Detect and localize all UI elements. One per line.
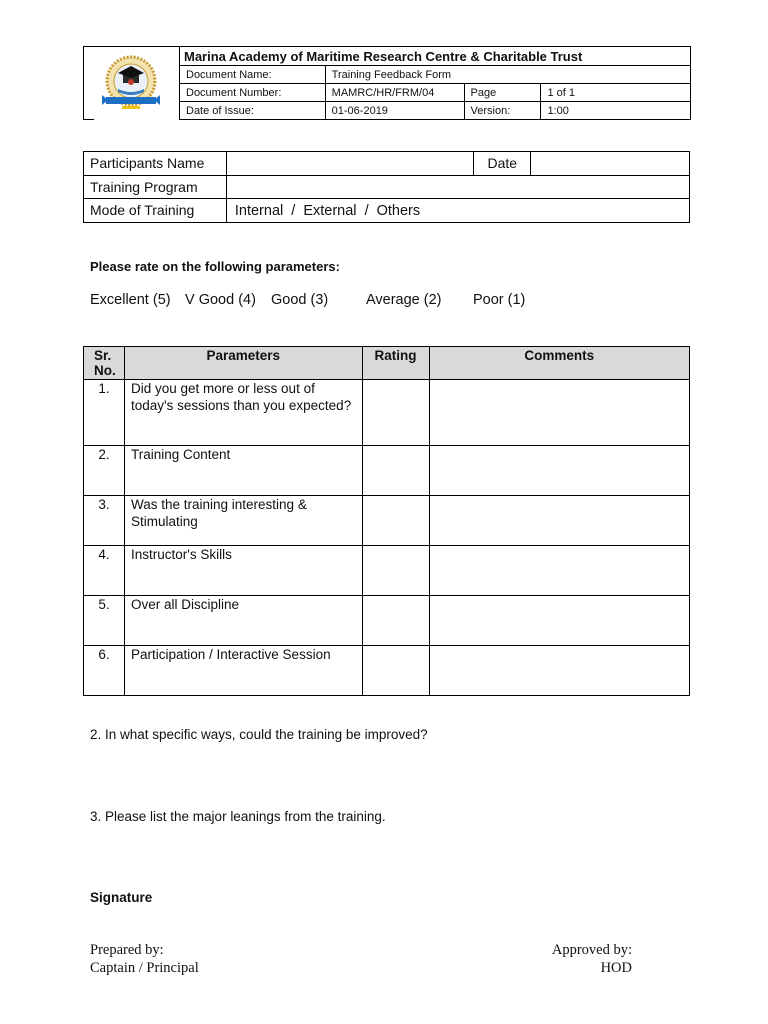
row-rating-cell[interactable]: [362, 646, 429, 696]
prepared-by-label: Prepared by:: [90, 942, 164, 958]
page-value: 1 of 1: [541, 84, 691, 102]
mode-separator: /: [364, 203, 369, 220]
row-comments-cell[interactable]: [429, 380, 690, 446]
date-label: Date: [474, 152, 531, 176]
row-sr: 2.: [84, 446, 125, 496]
row-comments-cell[interactable]: [429, 546, 690, 596]
table-row: [84, 546, 690, 596]
logo-cell: [83, 46, 179, 120]
row-sr: 6.: [84, 646, 125, 696]
row-parameter: Did you get more or less out of today's sessions than you expected?: [124, 380, 362, 446]
row-rating-cell[interactable]: [362, 496, 429, 546]
row-sr: 1.: [84, 380, 125, 446]
issue-date-label: Date of Issue:: [180, 102, 326, 120]
row-rating-cell[interactable]: [362, 380, 429, 446]
mode-option-others[interactable]: Others: [376, 203, 421, 220]
header-rating: Rating: [362, 347, 429, 380]
scale-good: Good (3): [271, 292, 329, 308]
table-row: [84, 646, 690, 696]
approved-by-value: HOD: [600, 960, 632, 976]
doc-name-label: Document Name:: [180, 66, 326, 84]
row-parameter: Training Content: [124, 446, 362, 496]
table-row: [84, 496, 690, 546]
document-header: [83, 46, 691, 120]
mode-of-training-options: [226, 199, 689, 223]
question-learnings: 3. Please list the major leanings from the training.: [90, 809, 386, 824]
participant-info-table: [83, 151, 690, 223]
participant-name-field[interactable]: [226, 152, 473, 176]
signature-label: Signature: [90, 890, 153, 905]
row-rating-cell[interactable]: [362, 546, 429, 596]
table-row: [84, 380, 690, 446]
approved-by-block: [552, 941, 632, 977]
row-parameter: Instructor's Skills: [124, 546, 362, 596]
header-sr-no: Sr. No.: [84, 347, 125, 380]
document-control-table: [179, 46, 691, 120]
doc-name-value: Training Feedback Form: [325, 66, 690, 84]
date-field[interactable]: [531, 152, 690, 176]
row-comments-cell[interactable]: [429, 646, 690, 696]
scale-average: Average (2): [366, 292, 442, 308]
participant-name-label: Participants Name: [84, 152, 227, 176]
table-header-row: [84, 347, 690, 380]
rating-instructions: Please rate on the following parameters:: [90, 259, 340, 274]
approved-by-label: Approved by:: [551, 942, 632, 958]
row-rating-cell[interactable]: [362, 596, 429, 646]
feedback-parameters-table: [83, 346, 690, 696]
prepared-by-value: Captain / Principal: [90, 960, 199, 976]
row-sr: 5.: [84, 596, 125, 646]
row-sr: 4.: [84, 546, 125, 596]
mode-separator: /: [291, 203, 296, 220]
row-parameter: Over all Discipline: [124, 596, 362, 646]
version-label: Version:: [464, 102, 541, 120]
doc-number-label: Document Number:: [180, 84, 326, 102]
mode-option-external[interactable]: External: [303, 203, 357, 220]
training-program-label: Training Program: [84, 175, 227, 199]
prepared-by-block: [90, 941, 199, 977]
scale-poor: Poor (1): [473, 292, 526, 308]
header-comments: Comments: [429, 347, 690, 380]
academy-emblem-icon: [96, 51, 166, 117]
mode-of-training-label: Mode of Training: [84, 199, 227, 223]
row-parameter: Was the training interesting & Stimulating: [124, 496, 362, 546]
mode-option-internal[interactable]: Internal: [234, 203, 284, 220]
version-value: 1:00: [541, 102, 691, 120]
question-improvement: 2. In what specific ways, could the training be improved?: [90, 727, 428, 742]
header-parameters: Parameters: [124, 347, 362, 380]
scale-v-good: V Good (4): [185, 292, 256, 308]
table-row: [84, 446, 690, 496]
organization-name: Marina Academy of Maritime Research Centre & Charitable Trust: [180, 47, 691, 66]
logo-cell-tick: [84, 119, 94, 120]
table-row: [84, 596, 690, 646]
page-label: Page: [464, 84, 541, 102]
row-rating-cell[interactable]: [362, 446, 429, 496]
row-sr: 3.: [84, 496, 125, 546]
doc-number-value: MAMRC/HR/FRM/04: [325, 84, 464, 102]
row-comments-cell[interactable]: [429, 496, 690, 546]
issue-date-value: 01-06-2019: [325, 102, 464, 120]
row-comments-cell[interactable]: [429, 446, 690, 496]
scale-excellent: Excellent (5): [90, 292, 171, 308]
training-program-field[interactable]: [226, 175, 689, 199]
row-parameter: Participation / Interactive Session: [124, 646, 362, 696]
row-comments-cell[interactable]: [429, 596, 690, 646]
